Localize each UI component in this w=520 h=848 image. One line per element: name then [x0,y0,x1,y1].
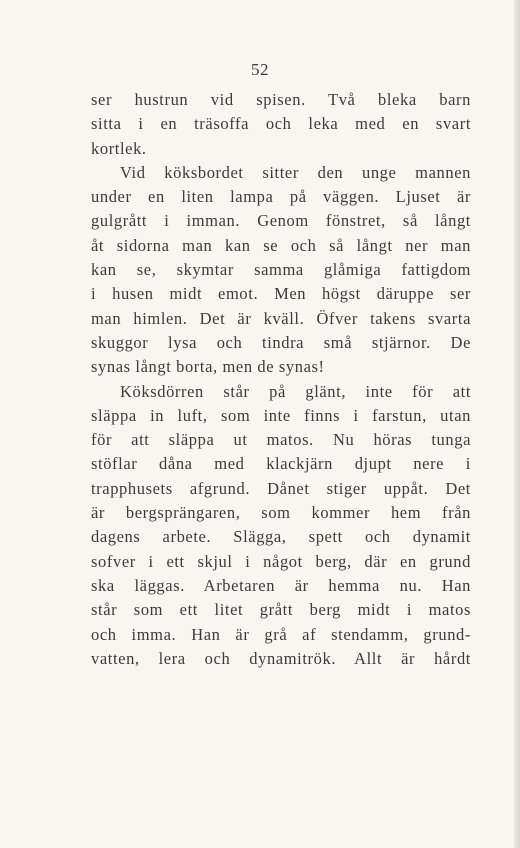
text-line: är bergsprängaren, som kommer hem från [91,503,471,523]
text-line: sofver i ett skjul i något berg, där en grund [91,551,471,571]
text-line: Köksdörren står på glänt, inte för att [120,381,471,401]
text-line: står som ett litet grått berg midt i matos [91,600,471,620]
text-line: vatten, lera och dynamitrök. Allt är hårdt [91,648,471,668]
text-line: kan se, skymtar samma glåmiga fattigdom [91,260,471,280]
text-line: gulgrått i imman. Genom fönstret, så långt [91,211,471,231]
text-line: trapphusets afgrund. Dånet stiger uppåt. Det [91,478,471,498]
text-line: kortlek. [91,138,147,158]
text-line: under en liten lampa på väggen. Ljuset är [91,187,471,207]
text-line: skuggor lysa och tindra små stjärnor. De [91,332,471,352]
body-text [91,88,471,671]
text-line: sitta i en träsoffa och leka med en svart [91,114,471,134]
text-line: släppa in luft, som inte finns i farstun, utan [91,405,471,425]
text-line: dagens arbete. Slägga, spett och dynamit [91,527,471,547]
text-line: ska läggas. Arbetaren är hemma nu. Han [91,575,471,595]
text-line: synas långt borta, men de synas! [91,357,325,377]
page-number: 52 [251,60,269,79]
text-line: åt sidorna man kan se och så långt ner man [91,235,471,255]
text-line: ser hustrun vid spisen. Två bleka barn [91,90,471,109]
text-line: i husen midt emot. Men högst däruppe ser [91,284,471,304]
text-line: för att släppa ut matos. Nu höras tunga [91,430,471,450]
text-line: man himlen. Det är kväll. Öfver takens svarta [91,308,471,328]
text-line: och imma. Han är grå af stendamm, grund- [91,624,471,644]
text-line: Vid köksbordet sitter den unge mannen [120,162,471,182]
text-line: stöflar dåna med klackjärn djupt nere i [91,454,471,474]
page-edge-shadow [514,0,520,848]
